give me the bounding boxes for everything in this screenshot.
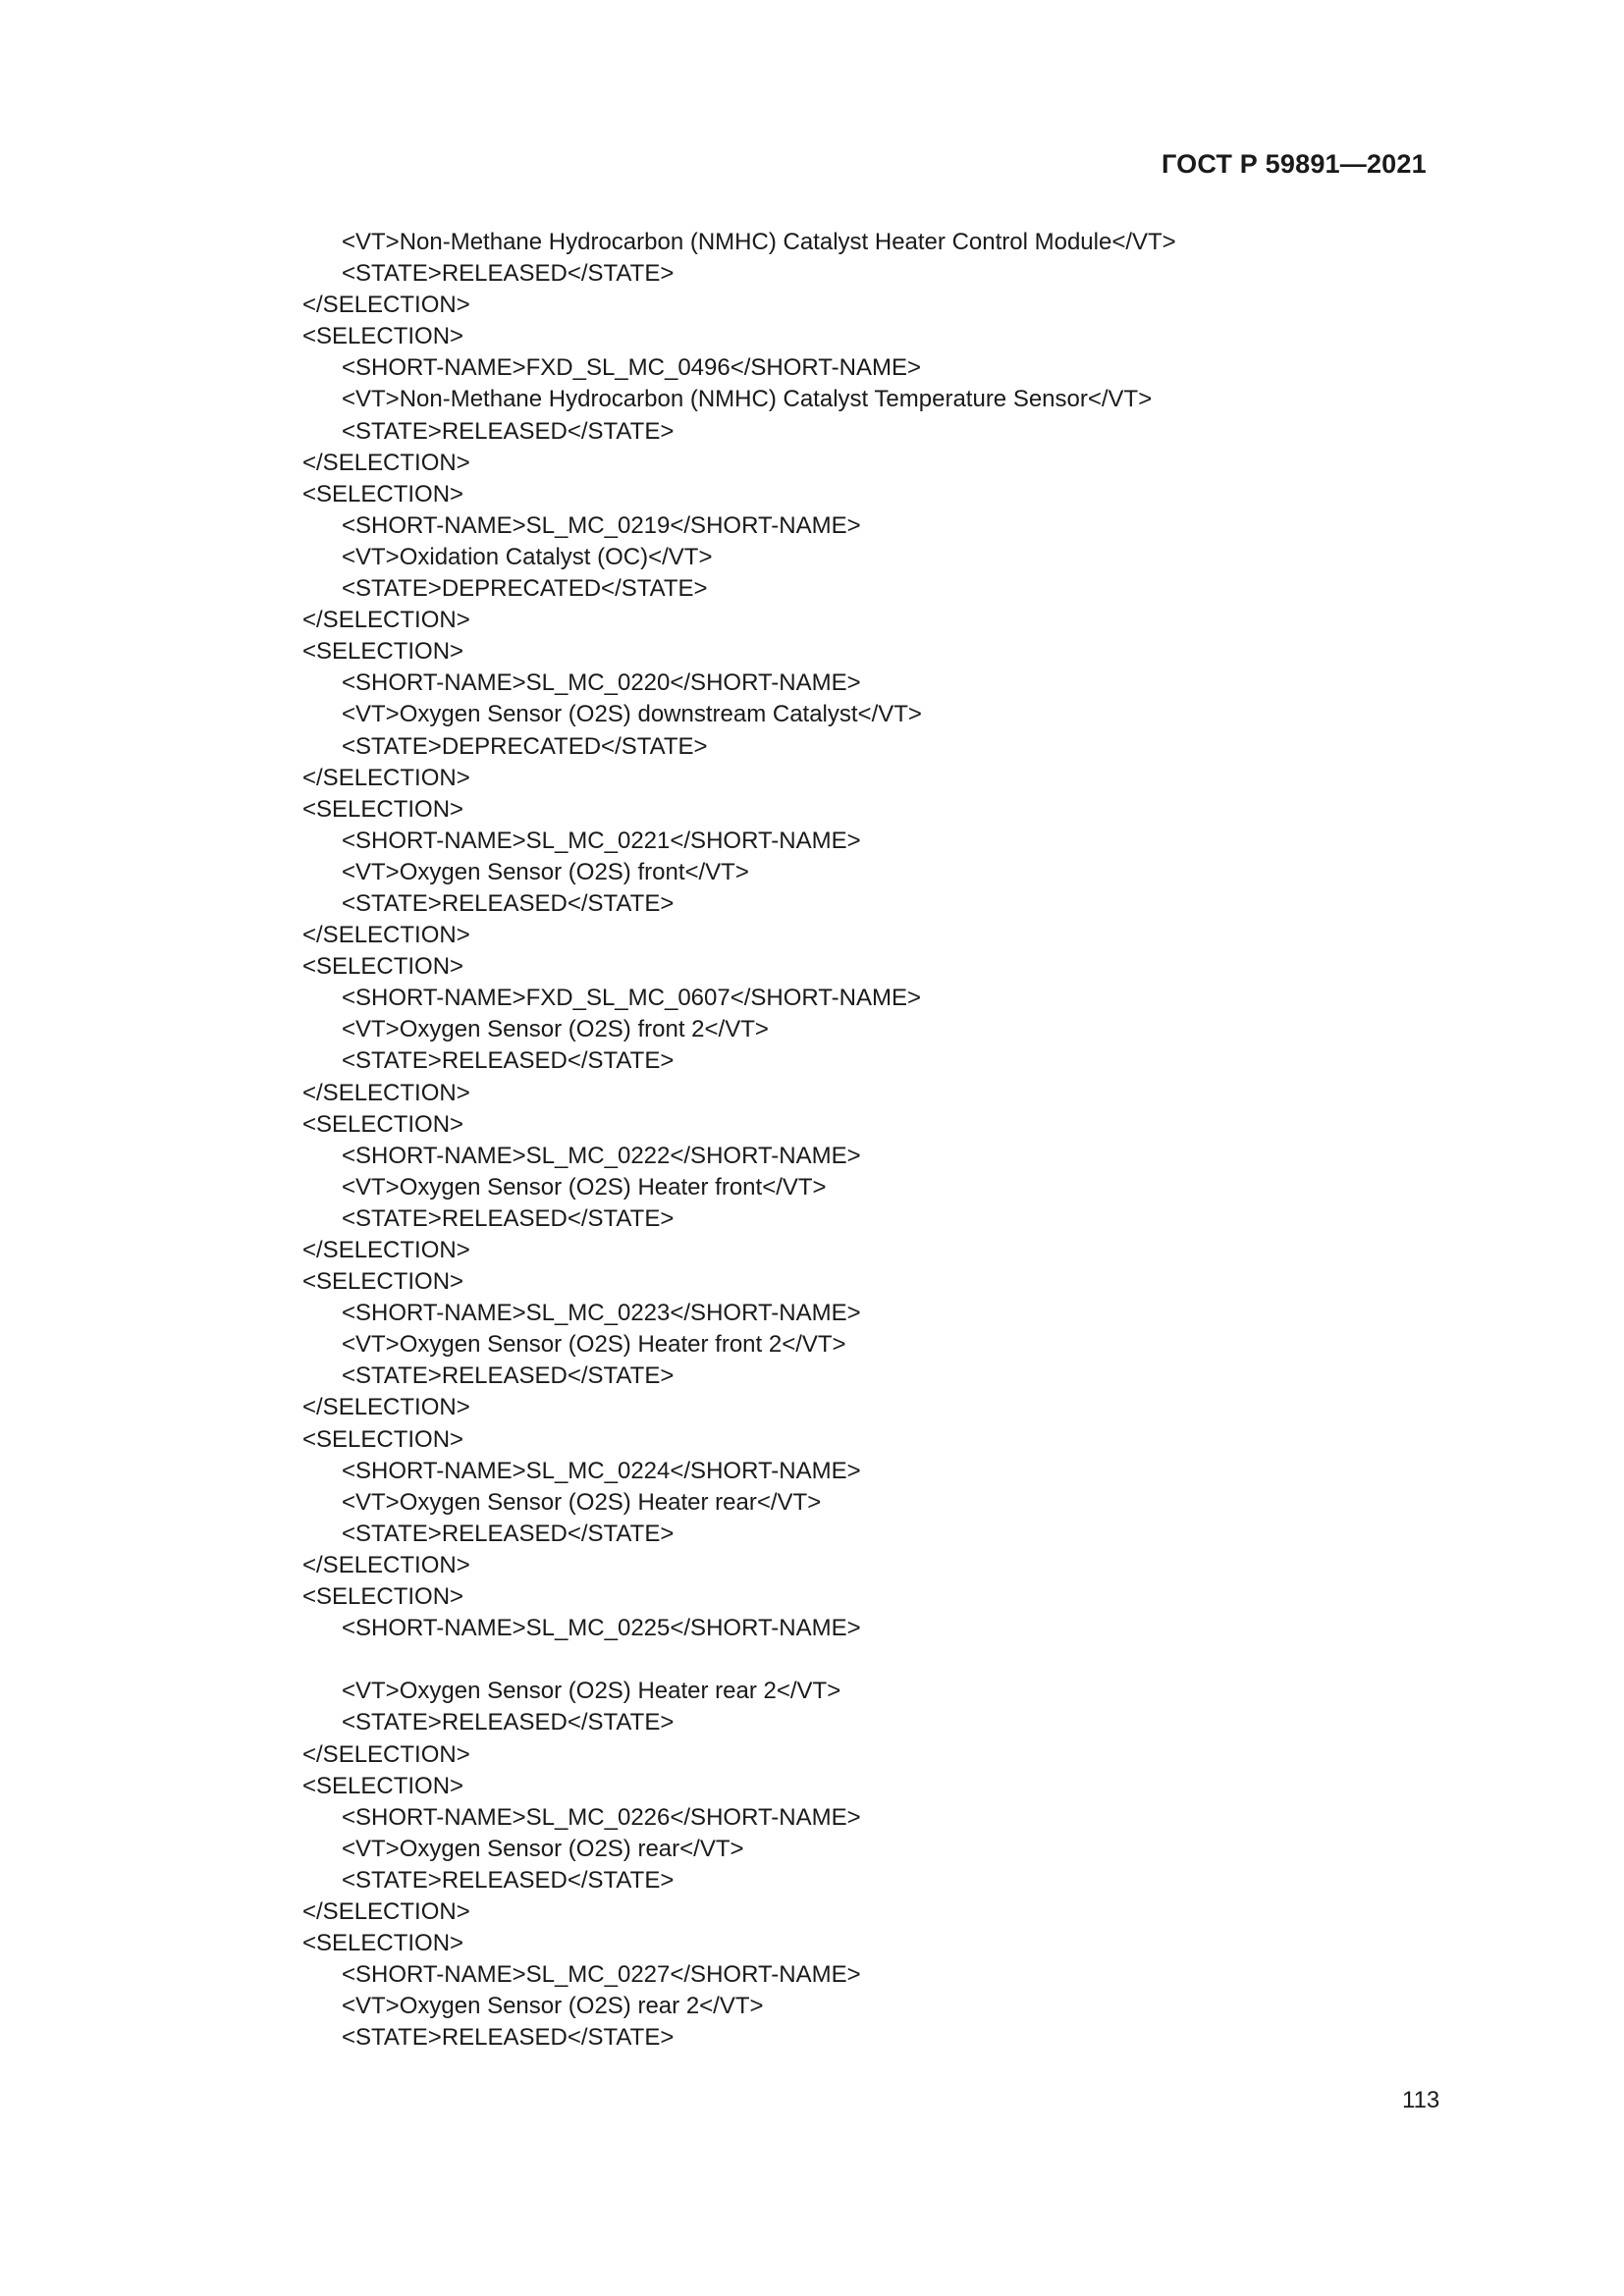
short-name-line: <SHORT-NAME>SL_MC_0227</SHORT-NAME> <box>342 1961 861 1989</box>
blank-line <box>302 1644 1461 1676</box>
selection-close-line: </SELECTION> <box>302 1551 470 1578</box>
state-line: <STATE>RELEASED</STATE> <box>342 2024 675 2052</box>
selection-close-line: </SELECTION> <box>302 1079 470 1106</box>
short-name-line: <SHORT-NAME>SL_MC_0222</SHORT-NAME> <box>342 1142 861 1169</box>
short-name-line: <SHORT-NAME>SL_MC_0224</SHORT-NAME> <box>342 1457 861 1484</box>
selection-close-line: </SELECTION> <box>302 1740 470 1768</box>
state-line: <STATE>RELEASED</STATE> <box>342 889 675 917</box>
short-name-line: <SHORT-NAME>SL_MC_0219</SHORT-NAME> <box>342 511 861 539</box>
vt-line: <VT>Oxygen Sensor (O2S) Heater rear</VT> <box>342 1488 822 1516</box>
short-name-line: <SHORT-NAME>SL_MC_0221</SHORT-NAME> <box>342 827 861 854</box>
state-line: <STATE>RELEASED</STATE> <box>342 1709 675 1736</box>
selection-close-line: </SELECTION> <box>302 607 470 634</box>
short-name-line: <SHORT-NAME>SL_MC_0223</SHORT-NAME> <box>342 1300 861 1327</box>
selection-close-line: </SELECTION> <box>302 1897 470 1925</box>
vt-line: <VT>Oxygen Sensor (O2S) Heater front 2</VT> <box>342 1331 846 1359</box>
state-line: <STATE>RELEASED</STATE> <box>342 1204 675 1232</box>
selection-open-line: <SELECTION> <box>302 323 464 350</box>
selection-open-line: <SELECTION> <box>302 1425 464 1453</box>
vt-line: <VT>Oxidation Catalyst (OC)</VT> <box>342 543 713 570</box>
selection-open-line: <SELECTION> <box>302 953 464 981</box>
vt-line: <VT>Oxygen Sensor (O2S) rear 2</VT> <box>342 1993 764 2020</box>
selection-open-line: <SELECTION> <box>302 480 464 507</box>
short-name-line: <SHORT-NAME>FXD_SL_MC_0496</SHORT-NAME> <box>342 354 921 382</box>
short-name-line: <SHORT-NAME>FXD_SL_MC_0607</SHORT-NAME> <box>342 985 921 1012</box>
vt-line: <VT>Oxygen Sensor (O2S) front 2</VT> <box>342 1016 769 1043</box>
state-line: <STATE>RELEASED</STATE> <box>342 1362 675 1390</box>
selection-close-line: </SELECTION> <box>302 764 470 791</box>
state-line: <STATE>DEPRECATED</STATE> <box>342 575 708 603</box>
selection-open-line: <SELECTION> <box>302 795 464 823</box>
vt-line: <VT>Oxygen Sensor (O2S) Heater front</VT> <box>342 1173 827 1201</box>
selection-open-line: <SELECTION> <box>302 1110 464 1138</box>
state-line: <STATE>RELEASED</STATE> <box>342 1047 675 1075</box>
state-line: <STATE>RELEASED</STATE> <box>342 1520 675 1547</box>
selection-open-line: <SELECTION> <box>302 1772 464 1799</box>
vt-line: <VT>Oxygen Sensor (O2S) downstream Catalyst</VT> <box>342 701 922 728</box>
page-number: 113 <box>1402 2087 1440 2113</box>
xml-listing <box>302 227 1461 2054</box>
selection-close-line: </SELECTION> <box>302 292 470 319</box>
state-line: <STATE>RELEASED</STATE> <box>342 417 675 445</box>
vt-line: <VT>Oxygen Sensor (O2S) Heater rear 2</VT> <box>342 1678 841 1705</box>
vt-line: <VT>Non-Methane Hydrocarbon (NMHC) Catalyst Temperature Sensor</VT> <box>342 386 1153 413</box>
selection-open-line: <SELECTION> <box>302 1583 464 1611</box>
selection-open-line: <SELECTION> <box>302 638 464 666</box>
selection-open-line: <SELECTION> <box>302 1268 464 1296</box>
selection-close-line: </SELECTION> <box>302 1237 470 1263</box>
document-standard-number: ГОСТ Р 59891—2021 <box>1162 149 1427 179</box>
selection-close-line: </SELECTION> <box>302 922 470 949</box>
selection-close-line: </SELECTION> <box>302 449 470 476</box>
state-line: <STATE>RELEASED</STATE> <box>342 260 675 288</box>
short-name-line: <SHORT-NAME>SL_MC_0225</SHORT-NAME> <box>342 1615 861 1642</box>
selection-open-line: <SELECTION> <box>302 1930 464 1957</box>
short-name-line: <SHORT-NAME>SL_MC_0226</SHORT-NAME> <box>342 1803 861 1831</box>
short-name-line: <SHORT-NAME>SL_MC_0220</SHORT-NAME> <box>342 669 861 697</box>
selection-close-line: </SELECTION> <box>302 1394 470 1421</box>
vt-line: <VT>Oxygen Sensor (O2S) rear</VT> <box>342 1835 744 1862</box>
state-line: <STATE>RELEASED</STATE> <box>342 1866 675 1894</box>
vt-line: <VT>Non-Methane Hydrocarbon (NMHC) Catalyst Heater Control Module</VT> <box>342 229 1176 255</box>
state-line: <STATE>DEPRECATED</STATE> <box>342 732 708 760</box>
vt-line: <VT>Oxygen Sensor (O2S) front</VT> <box>342 858 749 885</box>
